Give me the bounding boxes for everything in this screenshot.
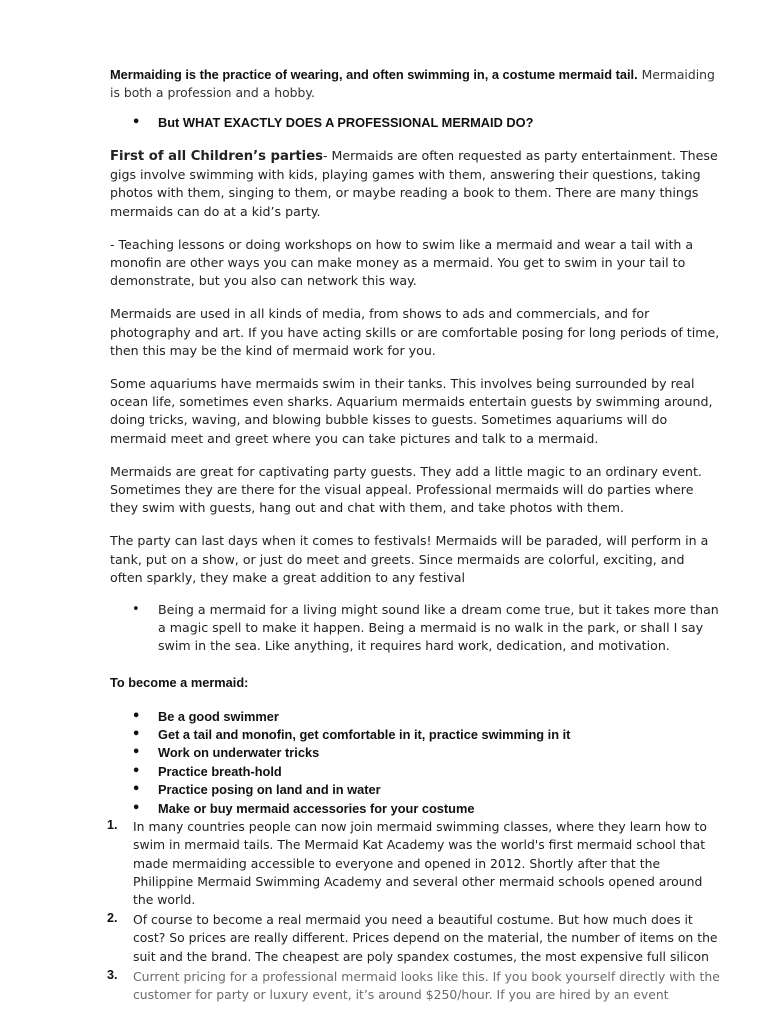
requirement-item: • Practice posing on land and in water xyxy=(110,781,720,799)
requirement-item: • Be a good swimmer xyxy=(110,708,720,726)
paragraph-aquariums: Some aquariums have mermaids swim in their tanks. This involves being surrounded by real ocean life, sometimes even sharks. Aquarium mermaids entertain guests by swimming around, doing tricks, waving, and blowing bubble kisses to guests. Sometimes aquariums will do mermaid meet and greet where you can take pictures and talk to a mermaid. xyxy=(110,376,713,446)
requirement-item: • Get a tail and monofin, get comfortable in it, practice swimming in it xyxy=(110,726,720,744)
item-text: Of course to become a real mermaid you need a beautiful costume. But how much does it cost? So prices are really different. Prices depend on the material, the number of items on the suit and the brand. The cheapest are poly spandex costumes, the most expensive full silicon xyxy=(133,912,718,964)
numbered-item xyxy=(107,818,720,909)
dream-bullet-list xyxy=(110,601,720,656)
become-heading: To become a mermaid: xyxy=(110,674,249,690)
paragraph-festivals: The party can last days when it comes to festivals! Mermaids will be paraded, will perform in a tank, put on a show, or just do meet and greets. Since mermaids are colorful, exciting, and often sparkly, they make a great addition to any festival xyxy=(110,533,709,585)
numbered-list xyxy=(107,818,720,1004)
item-number: 1. xyxy=(107,818,118,833)
requirement-item: • Make or buy mermaid accessories for your costume xyxy=(110,800,720,818)
question-list xyxy=(110,114,720,132)
paragraph-media: Mermaids are used in all kinds of media, from shows to ads and commercials, and for photography and art. If you have acting skills or are comfortable posing for long periods of time, then this may be the kind of mermaid work for you. xyxy=(110,306,720,358)
numbered-item xyxy=(107,967,720,1004)
intro-bold-text: Mermaiding is the practice of wearing, and often swimming in, a costume mermaid tail. xyxy=(110,67,638,82)
paragraph-teaching: - Teaching lessons or doing workshops on how to swim like a mermaid and wear a tail with a monofin are other ways you can make money as a mermaid. You get to swim in your tail to demonstrate, but you also can network this way. xyxy=(110,236,694,289)
requirement-item: • Work on underwater tricks xyxy=(110,744,720,762)
item-text: In many countries people can now join mermaid swimming classes, where they learn how to swim in mermaid tails. The Mermaid Kat Academy was the world's first mermaid school that made mermaiding accessible to everyone and opened in 2012. Shortly after that the Philippine Mermaid Swimming Academy and several other mermaid schools opened around the world. xyxy=(133,819,707,907)
paragraph-party-guests: Mermaids are great for captivating party guests. They add a little magic to an ordinary event. Sometimes they are there for the visual appeal. Professional mermaids will do parties where they swim with guests, hang out and chat with them, and take photos with them. xyxy=(110,463,702,516)
paragraph-lead: First of all Children’s parties xyxy=(110,149,323,164)
requirements-list xyxy=(110,708,720,818)
intro-rest-text: Mermaiding is both a profession and a hobby. xyxy=(110,67,715,100)
document-body xyxy=(107,66,720,1004)
dream-bullet-item: • Being a mermaid for a living might sound like a dream come true, but it takes more than a magic spell to make it happen. Being a mermaid is no walk in the park, or shall I say swim in the sea. Like anything, it requires hard work, dedication, and motivation. xyxy=(110,601,720,656)
paragraph-text: - Mermaids are often requested as party entertainment. These gigs involve swimming with kids, playing games with them, answering their questions, taking photos with them, singing to them, or maybe reading a book to them. There are many things mermaids can do at a kid’s party. xyxy=(110,148,718,219)
numbered-item xyxy=(107,911,720,966)
item-text: Current pricing for a professional mermaid looks like this. If you book yourself directly with the customer for party or luxury event, it’s around $250/hour. If you are hired by an event xyxy=(133,968,720,1002)
item-number: 3. xyxy=(107,967,118,982)
paragraph-childrens-parties xyxy=(110,147,720,221)
intro-paragraph xyxy=(110,66,720,102)
question-item: • But WHAT EXACTLY DOES A PROFESSIONAL MERMAID DO? xyxy=(110,114,720,132)
item-number: 2. xyxy=(107,911,118,926)
requirement-item: • Practice breath-hold xyxy=(110,763,720,781)
